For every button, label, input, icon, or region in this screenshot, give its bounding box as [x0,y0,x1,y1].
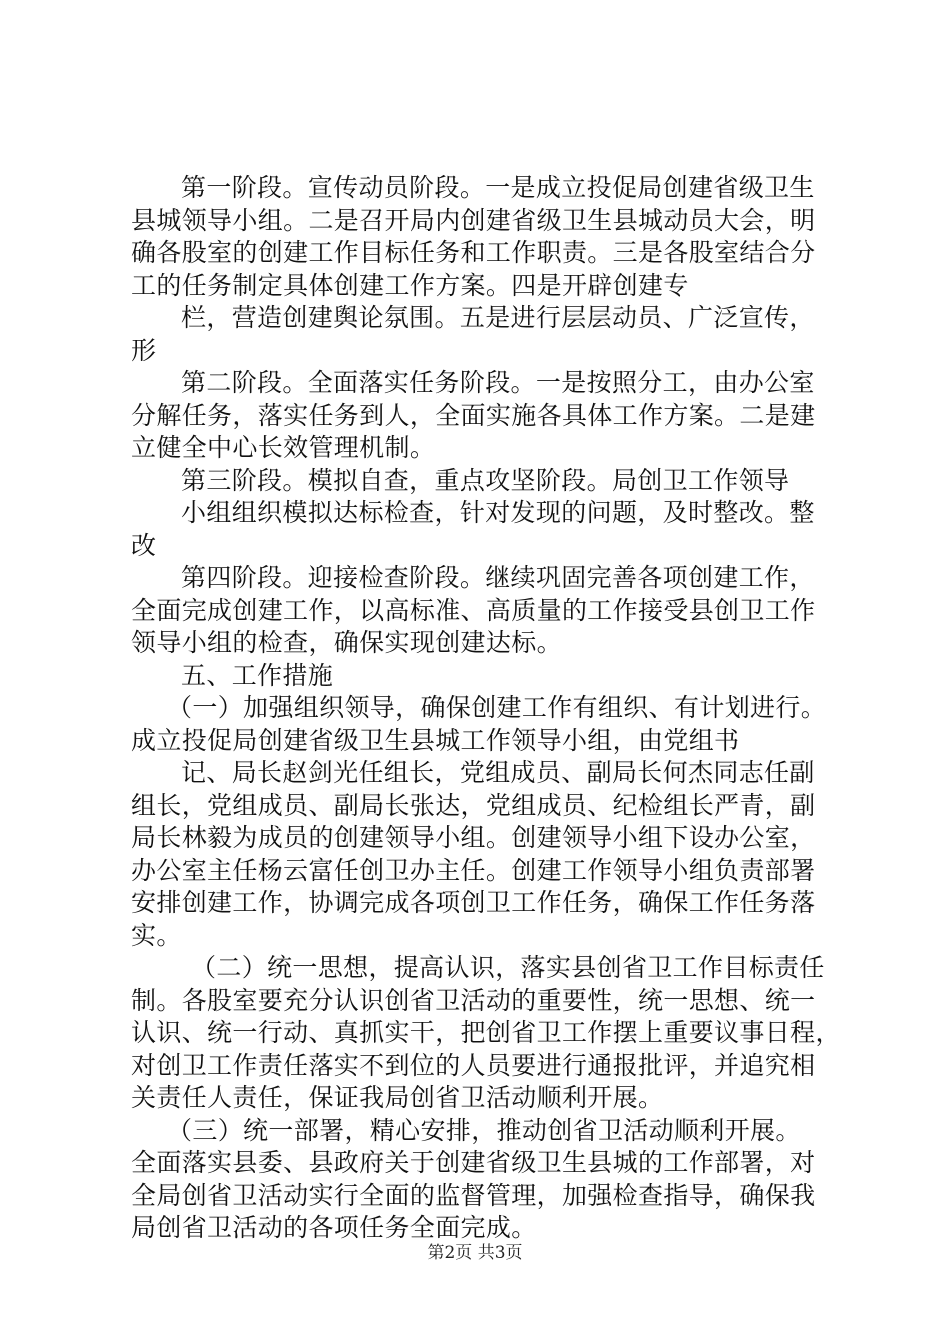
paragraph-line: 立健全中心长效管理机制。 [131,433,436,462]
paragraph-line: 领导小组的检查，确保实现创建达标。 [131,628,562,657]
paragraph-line: 关责任人责任，保证我局创省卫活动顺利开展。 [131,1083,664,1112]
page-number-footer: 第2页 共3页 [427,1243,523,1263]
paragraph-line: 安排创建工作，协调完成各项创卫工作任务，确保工作任务落 [131,888,816,917]
paragraph-line: （一）加强组织领导，确保创建工作有组织、有计划进行。 [167,693,827,722]
paragraph-line: （三）统一部署，精心安排，推动创省卫活动顺利开展。 [167,1115,801,1145]
paragraph-line: 记、局长赵剑光任组长，党组成员、副局长何杰同志任副 [181,758,815,787]
paragraph-line: 县城领导小组。二是召开局内创建省级卫生县城动员大会，明 [131,205,816,235]
paragraph-line: 局长林毅为成员的创建领导小组。创建领导小组下设办公室， [131,823,816,852]
paragraph-line: 组长，党组成员、副局长张达，党组成员、纪检组长严青，副 [131,790,816,820]
paragraph-line: （二）统一思想，提高认识，落实县创省卫工作目标责任 [191,953,825,982]
paragraph-line: 全局创省卫活动实行全面的监督管理，加强检查指导，确保我 [131,1180,816,1210]
paragraph-line: 第三阶段。模拟自查，重点攻坚阶段。局创卫工作领导 [181,465,790,495]
paragraph-line: 全面完成创建工作，以高标准、高质量的工作接受县创卫工作 [131,595,816,625]
paragraph-line: 成立投促局创建省级卫生县城工作领导小组，由党组书 [131,725,740,755]
paragraph-line: 改 [131,530,157,560]
paragraph-line: 制。各股室要充分认识创省卫活动的重要性，统一思想、统一 [131,985,816,1015]
paragraph-line: 形 [131,335,157,365]
paragraph-line: 局创省卫活动的各项任务全面完成。 [131,1213,537,1242]
paragraph-line: 第二阶段。全面落实任务阶段。一是按照分工，由办公室 [181,368,815,397]
paragraph-line: 确各股室的创建工作目标任务和工作职责。三是各股室结合分 [131,238,816,267]
paragraph-line: 栏，营造创建舆论氛围。五是进行层层动员、广泛宣传， [181,303,815,332]
body-text [131,172,843,1245]
paragraph-line: 工的任务制定具体创建工作方案。四是开辟创建专 [131,270,689,300]
paragraph-line: 认识、统一行动、真抓实干，把创省卫工作摆上重要议事日程， [131,1018,841,1047]
paragraph-line: 第一阶段。宣传动员阶段。一是成立投促局创建省级卫生 [181,173,815,202]
paragraph-line: 全面落实县委、县政府关于创建省级卫生县城的工作部署，对 [131,1148,816,1177]
paragraph-line: 分解任务，落实任务到人，全面实施各具体工作方案。二是建 [131,400,816,430]
paragraph-line: 办公室主任杨云富任创卫办主任。创建工作领导小组负责部署 [131,855,816,885]
paragraph-line: 对创卫工作责任落实不到位的人员要进行通报批评，并追究相 [131,1050,816,1080]
section-heading: 五、工作措施 [181,660,334,690]
paragraph-line: 小组组织模拟达标检查，针对发现的问题，及时整改。整 [181,498,815,527]
paragraph-line: 实。 [131,920,182,950]
paragraph-line: 第四阶段。迎接检查阶段。继续巩固完善各项创建工作， [181,563,815,592]
